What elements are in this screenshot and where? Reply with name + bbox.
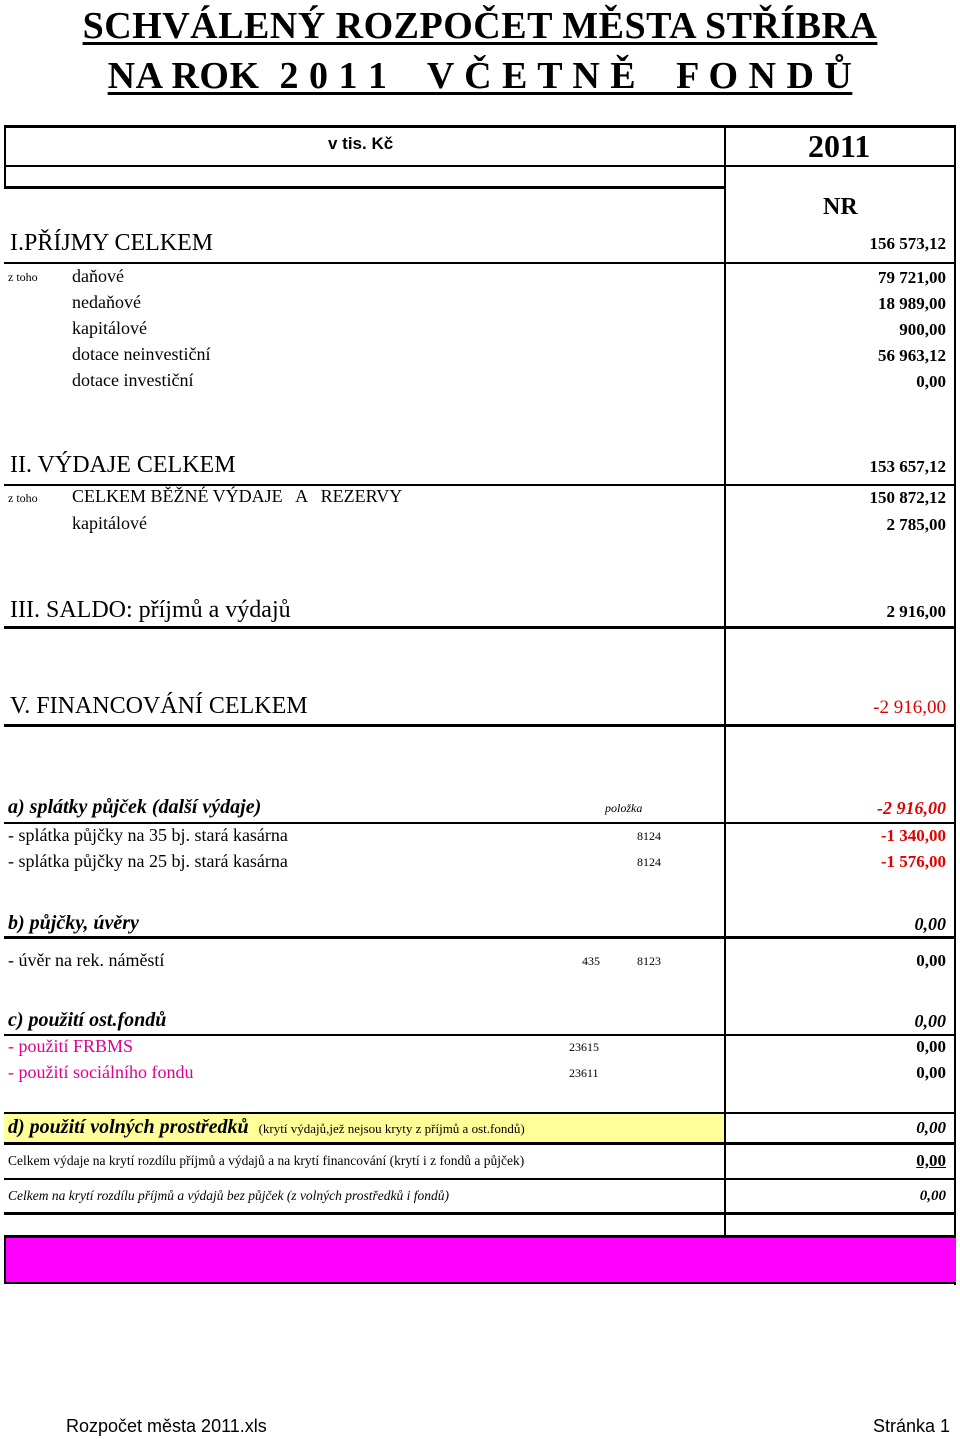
fond-item-value: 0,00 [916,1063,946,1082]
vydaje-celkem-value: 153 657,12 [869,457,946,476]
prijmy-item-label: kapitálové [72,318,147,338]
fondy-value: 0,00 [914,1011,946,1031]
footer-filename: Rozpočet města 2011.xls [66,1416,267,1436]
prijmy-item-value: 0,00 [916,372,946,391]
saldo-value: 2 916,00 [886,602,946,621]
fondy-label: c) použití ost.fondů [8,1009,167,1031]
prijmy-item-label: dotace investiční [72,370,194,390]
pujcky-item-value: 0,00 [916,951,946,970]
pujcky-item-code2: 8123 [637,954,661,968]
prijmy-item-value: 900,00 [899,320,946,339]
fond-item-code: 23611 [569,1066,599,1080]
volne-label: d) použití volných prostředků (krytí výdajů,jež nejsou kryty z příjmů a ost.fondů) [8,1116,525,1138]
pujcky-value: 0,00 [914,914,946,934]
celkem1-value: 0,00 [916,1151,946,1170]
pujcky-item-code1: 435 [582,954,600,968]
fond-item-value: 0,00 [916,1037,946,1056]
column-nr-header: NR [823,194,858,220]
prijmy-item-value: 18 989,00 [878,294,946,313]
splatka-item-value: -1 576,00 [880,852,946,871]
vydaje-ztoho: z toho [8,491,38,505]
splatky-label: a) splátky půjček (další výdaje) [8,796,262,818]
splatka-item-label: - splátka půjčky na 35 bj. stará kasárna [8,825,288,845]
vydaje-celkem-label: II. VÝDAJE CELKEM [10,452,236,478]
volne-note: (krytí výdajů,jež nejsou kryty z příjmů a ost.fondů) [258,1121,525,1136]
prijmy-item-label: dotace neinvestiční [72,344,211,364]
prijmy-item-label: daňové [72,266,124,286]
vydaje-item-value: 2 785,00 [886,515,946,534]
year-header: 2011 [808,128,871,164]
vydaje-item-value: 150 872,12 [869,488,946,507]
unit-label: v tis. Kč [328,134,394,153]
title-line-1: SCHVÁLENÝ ROZPOČET MĚSTA STŘÍBRA [82,5,878,47]
prijmy-ztoho: z toho [8,270,38,284]
prijmy-item-label: nedaňové [72,292,141,312]
financovani-value: -2 916,00 [873,697,946,718]
splatka-item-label: - splátka půjčky na 25 bj. stará kasárna [8,851,288,871]
splatka-item-code: 8124 [637,829,661,843]
splatky-value: -2 916,00 [877,798,946,818]
financovani-label: V. FINANCOVÁNÍ CELKEM [10,693,308,719]
splatka-item-value: -1 340,00 [880,826,946,845]
celkem2-label: Celkem na krytí rozdílu příjmů a výdajů bez půjček (z volných prostředků i fondů) [8,1188,450,1203]
fond-item-label: - použití FRBMS [8,1036,134,1056]
vydaje-item-label: CELKEM BĚŽNÉ VÝDAJE A REZERVY [72,486,403,506]
vydaje-item-label: kapitálové [72,513,147,533]
splatka-item-code: 8124 [637,855,661,869]
fond-item-code: 23615 [569,1040,599,1054]
prijmy-celkem-value: 156 573,12 [869,234,946,253]
celkem2-value: 0,00 [919,1188,946,1204]
polozka-header: položka [605,801,643,815]
pujcky-item-label: - úvěr na rek. náměstí [8,950,165,970]
prijmy-item-value: 56 963,12 [878,346,946,365]
volne-value: 0,00 [916,1118,946,1137]
fond-item-label: - použití sociálního fondu [8,1062,194,1082]
title-line-2: NA ROK 2 0 1 1 V Č E T N Ě F O N D Ů [107,55,853,97]
pujcky-label: b) půjčky, úvěry [8,912,139,934]
prijmy-celkem-label: I.PŘÍJMY CELKEM [10,230,214,256]
footer-page: Stránka 1 [872,1416,950,1436]
magenta-bar [4,1238,956,1282]
prijmy-item-value: 79 721,00 [878,268,946,287]
saldo-label: III. SALDO: příjmů a výdajů [10,597,291,623]
celkem1-label: Celkem výdaje na krytí rozdílu příjmů a výdajů a na krytí financování (krytí i z fondů a půjček) [8,1153,525,1168]
